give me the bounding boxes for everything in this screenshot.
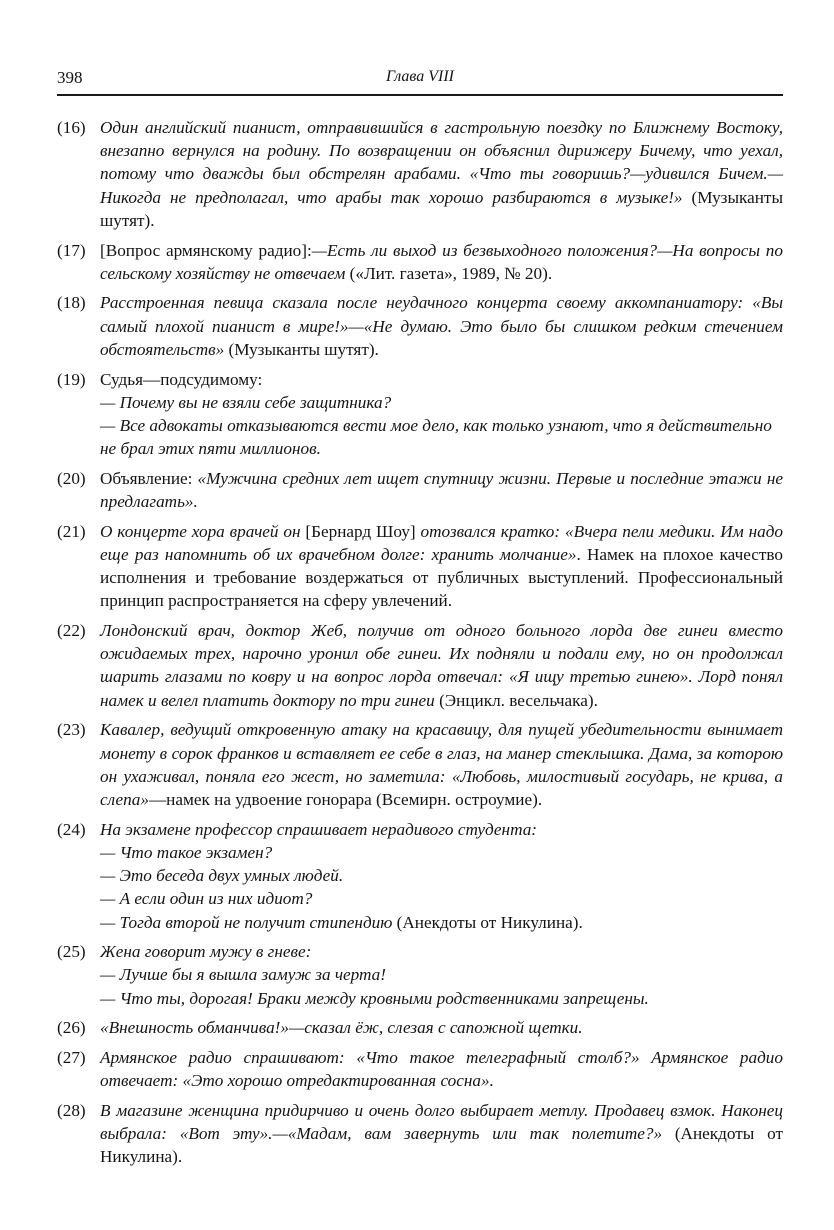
entry-paragraph xyxy=(100,520,783,613)
italic-example-text: Лондонский врач, доктор Жеб, получив от одного больного лорда две гинеи вместо ожидаемых трех, нарочно уронил обе гинеи. Их подняли и подали ему, но он продолжал шарить глазами по ковру и на вопрос лорда отвечал: «Я ищу третью гинею». Лорд понял намек и велел платить доктору по три гинеи xyxy=(100,621,783,710)
example-entry xyxy=(57,818,783,934)
entry-paragraph xyxy=(100,467,783,513)
roman-text: . Намек на плохое качество исполнения и требование воздержаться от публичных выступлений. Профессиональный принцип распространяется на сферу увлечений. xyxy=(100,544,784,611)
roman-text: —намек на удвоение гонорара (Всемирн. остроумие). xyxy=(148,789,543,809)
entry-paragraph xyxy=(100,1099,783,1169)
entry-number: (19) xyxy=(57,369,86,389)
italic-example-text: — Что такое экзамен? xyxy=(100,842,273,862)
example-list xyxy=(57,116,783,1169)
entry-paragraph xyxy=(100,116,783,232)
entry-paragraph xyxy=(100,1046,783,1092)
entry-paragraph xyxy=(100,291,783,361)
entry-text xyxy=(100,818,783,934)
roman-text: [Бернард Шоу] xyxy=(305,521,416,541)
dialog-line xyxy=(100,841,783,864)
entry-text xyxy=(100,1016,783,1039)
example-entry xyxy=(57,467,783,513)
example-entry xyxy=(57,291,783,361)
italic-example-text: Кавалер, ведущий откровенную атаку на красавицу, для пущей убедительности вынимает монету в сорок франков и вставляет ее себе в глаз, на манер стеклышка. Дама, за которою он ухаживал, поняла его жест, но заметила: «Любовь, милостивый государь, не крива, а слепа» xyxy=(100,720,783,809)
italic-example-text: —Есть ли выход из безвыходного положения?—На вопросы по сельскому хозяйству не отвечаем xyxy=(100,240,783,283)
example-entry xyxy=(57,520,783,613)
entry-text xyxy=(100,619,783,712)
italic-example-text: — Тогда второй не получит стипендию xyxy=(100,912,393,932)
italic-example-text: «Внешность обманчива!»—сказал ёж, слезая с сапожной щетки. xyxy=(100,1018,583,1038)
entry-text xyxy=(100,291,783,361)
entry-text xyxy=(100,467,783,513)
page-number: 398 xyxy=(57,68,83,87)
entry-number: (21) xyxy=(57,521,86,541)
entry-paragraph xyxy=(100,940,783,963)
italic-example-text: «Мужчина средних лет ищет спутницу жизни. Первые и последние этажи не предлагать». xyxy=(100,468,783,512)
entry-number: (26) xyxy=(57,1018,86,1038)
italic-example-text: — Лучше бы я вышла замуж за черта! xyxy=(100,965,386,985)
book-page xyxy=(57,66,783,1175)
italic-example-text: На экзамене профессор спрашивает нерадивого студента: xyxy=(100,819,538,839)
dialog-line xyxy=(100,391,783,414)
italic-example-text: — А если один из них идиот? xyxy=(100,889,313,909)
example-entry xyxy=(57,619,783,712)
entry-number: (24) xyxy=(57,819,86,839)
dialog-line xyxy=(100,963,783,986)
dialog-line xyxy=(100,987,783,1010)
entry-text xyxy=(100,239,783,285)
entry-paragraph xyxy=(100,239,783,285)
dialog-line xyxy=(100,864,783,887)
example-entry xyxy=(57,239,783,285)
entry-text xyxy=(100,368,783,461)
entry-number: (25) xyxy=(57,942,86,962)
running-head xyxy=(57,66,783,96)
entry-text xyxy=(100,1099,783,1169)
entry-paragraph xyxy=(100,619,783,712)
roman-text: (Энцикл. весельчака). xyxy=(434,690,598,710)
dialog-line xyxy=(100,414,783,460)
italic-example-text: — Что ты, дорогая! Браки между кровными родственниками запрещены. xyxy=(100,988,649,1008)
example-entry xyxy=(57,1099,783,1169)
italic-example-text: — Это беседа двух умных людей. xyxy=(100,866,344,886)
dialog-line xyxy=(100,887,783,910)
italic-example-text: — Все адвокаты отказываются вести мое дело, как только узнают, что я действительно не брал этих пяти миллионов. xyxy=(100,415,772,459)
roman-text: (Музыканты шутят). xyxy=(224,339,379,359)
entry-paragraph xyxy=(100,818,783,841)
entry-text xyxy=(100,718,783,811)
entry-number: (23) xyxy=(57,720,86,740)
entry-number: (20) xyxy=(57,468,86,488)
example-entry xyxy=(57,368,783,461)
italic-example-text: Жена говорит мужу в гневе: xyxy=(100,942,312,962)
roman-text: Судья—подсудимому: xyxy=(100,369,263,389)
entry-number: (28) xyxy=(57,1100,86,1120)
example-entry xyxy=(57,1046,783,1092)
example-entry xyxy=(57,116,783,232)
entry-number: (17) xyxy=(57,240,86,260)
entry-number: (27) xyxy=(57,1048,86,1068)
italic-example-text: О концерте хора врачей он xyxy=(100,521,306,541)
entry-text xyxy=(100,116,783,232)
example-entry xyxy=(57,718,783,811)
entry-text xyxy=(100,940,783,1010)
dialog-line xyxy=(100,911,783,934)
entry-number: (22) xyxy=(57,621,86,641)
roman-text: (Анекдоты от Никулина). xyxy=(392,912,583,932)
example-entry xyxy=(57,940,783,1010)
entry-text xyxy=(100,520,783,613)
italic-example-text: Армянское радио спрашивают: «Что такое телеграфный столб?» Армянское радио отвечает: «Это хорошо отредактированная сосна». xyxy=(100,1048,783,1091)
italic-example-text: отозвался кратко: «Вчера пели медики. Им надо еще раз напомнить об их врачебном долге: хранить молчание» xyxy=(100,521,783,564)
italic-example-text: В магазине женщина придирчиво и очень долго выбирает метлу. Продавец взмок. Наконец выбрала: «Вот эту».—«Мадам, вам завернуть или так полетите?» xyxy=(100,1100,783,1144)
example-entry xyxy=(57,1016,783,1039)
italic-example-text: — Почему вы не взяли себе защитника? xyxy=(100,392,392,412)
entry-number: (18) xyxy=(57,293,86,313)
italic-example-text: Один английский пианист, отправившийся в гастрольную поездку по Ближнему Востоку, внезапно вернулся на родину. По возвращении он объяснил дирижеру Бичему, что уехал, потому что дважды был обстрелян арабами. «Что ты говоришь?—удивился Бичем.—Никогда не предполагал, что арабы так хорошо разбираются в музыке!» xyxy=(100,118,783,207)
entry-text xyxy=(100,1046,783,1092)
roman-text: («Лит. газета», 1989, № 20). xyxy=(345,263,553,283)
roman-text: (Музыканты шутят). xyxy=(100,187,783,230)
entry-paragraph xyxy=(100,718,783,811)
roman-text: Объявление: xyxy=(100,468,198,488)
entry-number: (16) xyxy=(57,118,86,137)
roman-text: (Анекдоты от Никулина). xyxy=(100,1124,783,1167)
entry-paragraph xyxy=(100,1016,783,1039)
entry-paragraph xyxy=(100,368,783,391)
italic-example-text: Расстроенная певица сказала после неудачного концерта своему аккомпаниатору: «Вы самый плохой пианист в мире!»—«Не думаю. Это было бы слишком редким стечением обстоятельств» xyxy=(100,293,783,359)
roman-text: [Вопрос армянскому радио]: xyxy=(100,240,312,260)
chapter-title: Глава VIII xyxy=(385,68,454,85)
